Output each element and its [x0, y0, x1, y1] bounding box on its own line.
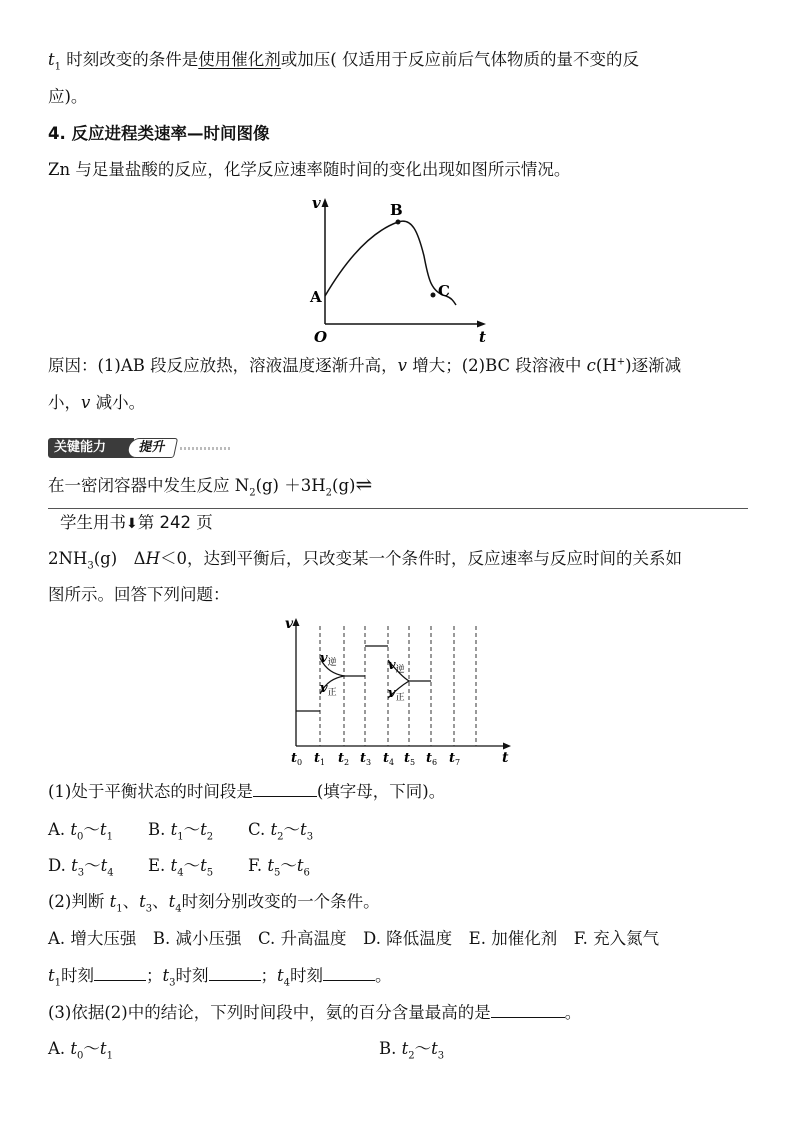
origin-label: O	[314, 328, 328, 346]
tick-t1: $t_1$	[314, 751, 326, 767]
text: 减小。	[90, 393, 146, 412]
answer-blank-t4[interactable]	[323, 964, 375, 981]
text: (1)处于平衡状态的时间段是	[48, 782, 253, 801]
answer-blank[interactable]	[491, 1001, 565, 1018]
student-book-ref	[60, 512, 760, 535]
axis-label-v: v	[312, 194, 321, 212]
text: 或加压( 仅适用于反应前后气体物质的量不变的反	[280, 50, 639, 69]
rate-variable: v	[397, 356, 407, 375]
option-a[interactable]: A. $t_0\sim t_1$	[48, 820, 113, 843]
subscript: 2	[249, 487, 256, 499]
rate-variable: v	[81, 393, 91, 412]
paragraph-condition-line2: 应)。	[48, 87, 88, 106]
text: (g) Δ	[93, 549, 146, 568]
option-d[interactable]: D. $t_3\sim t_4$	[48, 856, 114, 879]
y-axis-arrow-icon	[293, 618, 300, 626]
rate-curve	[325, 221, 456, 305]
text: ＜0，达到平衡后，只改变某一个条件时，反应速率与反应时间的关系如	[159, 549, 682, 568]
text: (填字母，下同)。	[316, 782, 446, 801]
question-2: (2)判断 $t_1$、$t_3$、$t_4$时刻分别改变的一个条件。	[48, 892, 380, 915]
tick-t4: $t_4$	[383, 751, 395, 767]
option-f[interactable]: F. $t_5\sim t_6$	[248, 856, 310, 879]
text: 时刻改变的条件是	[61, 50, 199, 69]
down-arrow-icon: ⬇	[126, 516, 138, 532]
rate-time-graph-zn	[300, 192, 500, 352]
section-badge	[48, 438, 748, 458]
text: (H	[595, 356, 617, 375]
question-2-fill: $t_1$时刻 ；$t_3$时刻 ；$t_4$时刻 。	[48, 966, 392, 989]
text: )逐渐减	[625, 356, 682, 375]
y-axis-arrow-icon	[322, 198, 329, 207]
option-a[interactable]: A. $t_0\sim t_1$	[48, 1039, 113, 1062]
x-axis-arrow-icon	[503, 743, 511, 750]
option-e[interactable]: E. $t_4\sim t_5$	[148, 856, 214, 879]
time-tick-labels	[291, 751, 460, 767]
axis-label-t: t	[479, 328, 486, 346]
options-2: A. 增大压强 B. 减小压强 C. 升高温度 D. 降低温度 E. 加催化剂 F. 充入氮气	[48, 929, 660, 948]
page-number: 第 242 页	[137, 513, 213, 532]
question-intro-cont	[48, 548, 748, 570]
time-gridlines	[320, 626, 476, 746]
tick-t7: $t_7$	[449, 751, 461, 767]
point-c	[431, 293, 436, 298]
label-b: B	[390, 201, 403, 219]
question-1	[48, 780, 748, 803]
label-v-forward-1: $v_正$	[320, 681, 337, 698]
x-axis-arrow-icon	[477, 321, 486, 328]
tick-t5: $t_5$	[404, 751, 416, 767]
text: 2NH	[48, 549, 88, 568]
axis-label-t: t	[502, 750, 509, 766]
subscript: 1	[54, 61, 62, 73]
axis-label-v: v	[285, 616, 294, 632]
point-b	[396, 220, 401, 225]
option-c[interactable]: C. $t_2\sim t_3$	[248, 820, 314, 843]
paragraph-condition-line1	[48, 49, 748, 71]
text: 增大；(2)BC 段溶液中	[407, 356, 587, 375]
label-c: C	[438, 282, 450, 300]
subscript: 3	[87, 560, 94, 572]
text: (g) ＋3H	[255, 476, 326, 495]
question-intro	[48, 473, 748, 497]
tick-t2: $t_2$	[338, 751, 350, 767]
answer-blank[interactable]	[253, 780, 317, 797]
equilibrium-arrow-icon: ⇌	[355, 472, 373, 496]
text: (g)	[332, 476, 356, 495]
badge-right: 提升	[126, 438, 178, 458]
tick-t6: $t_6$	[426, 751, 438, 767]
reason-line1	[48, 355, 748, 377]
enthalpy-variable: H	[145, 549, 160, 568]
option-b[interactable]: B. $t_1\sim t_2$	[148, 820, 214, 843]
intro-text: Zn 与足量盐酸的反应，化学反应速率随时间的变化出现如图所示情况。	[48, 160, 571, 179]
section-heading: 4. 反应进程类速率—时间图像	[48, 124, 270, 143]
underlined-text: 使用催化剂	[198, 50, 281, 69]
answer-blank-t1[interactable]	[94, 964, 146, 981]
text: 学生用书	[60, 513, 126, 532]
reason-line2	[48, 392, 748, 414]
label-a: A	[310, 288, 322, 306]
tick-t3: $t_3$	[360, 751, 372, 767]
label-v-reverse-1: $v_逆$	[320, 651, 337, 668]
answer-blank-t3[interactable]	[209, 964, 261, 981]
question-intro-line2: 图所示。回答下列问题：	[48, 585, 230, 604]
subscript: 2	[325, 487, 333, 499]
concentration-variable: c	[586, 356, 596, 375]
text: 在一密闭容器中发生反应 N	[48, 476, 250, 495]
text: 原因：(1)AB 段反应放热，溶液温度逐渐升高，	[48, 356, 398, 375]
rate-time-graph-equilibrium	[280, 612, 520, 770]
option-b[interactable]: B. $t_2\sim t_3$	[379, 1039, 445, 1062]
text: 小，	[48, 393, 81, 412]
label-v-forward-2: $v_正$	[388, 686, 405, 703]
badge-stripe	[180, 447, 230, 450]
divider	[48, 508, 748, 509]
label-v-reverse-2: $v_逆$	[388, 658, 405, 675]
time-variable: t	[48, 50, 55, 69]
tick-t0: $t_0$	[291, 751, 303, 767]
superscript: +	[616, 356, 626, 368]
question-3: (3)依据(2)中的结论，下列时间段中，氨的百分含量最高的是 。	[48, 1003, 582, 1022]
badge-left: 关键能力	[48, 438, 134, 458]
